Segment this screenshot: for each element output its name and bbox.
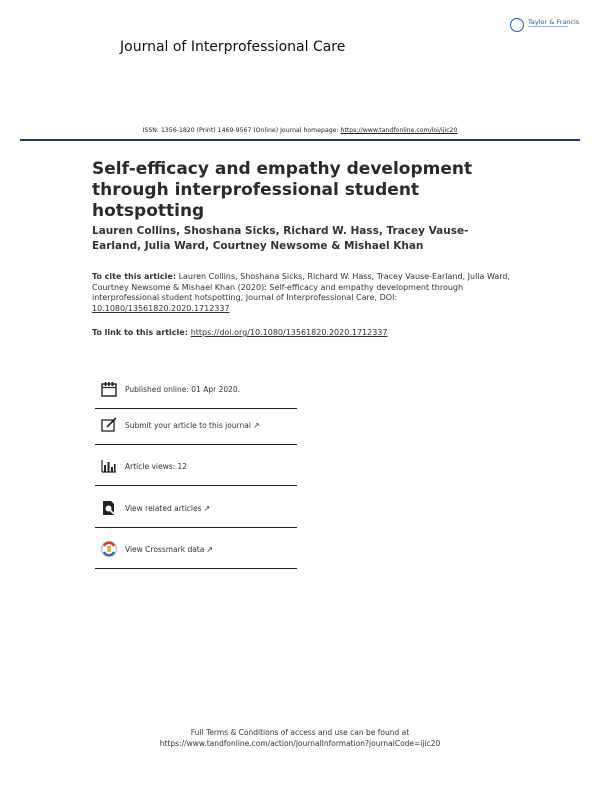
article-title: Self-efficacy and empathy development through interprofessional student hotspotting bbox=[92, 159, 473, 221]
citation-doi-link[interactable]: 10.1080/13561820.2020.1712337 bbox=[92, 303, 230, 313]
footer-terms-text: Full Terms & Conditions of access and use can be found at bbox=[190, 728, 410, 737]
header-rule bbox=[20, 139, 580, 141]
article-doi-url[interactable]: https://doi.org/10.1080/13561820.2020.1712337 bbox=[190, 328, 388, 337]
article-views-text: Article views: 12 bbox=[125, 462, 188, 471]
journal-name: Journal of Interprofessional Care bbox=[120, 39, 346, 55]
publisher-logo[interactable] bbox=[510, 17, 584, 35]
article-authors: Lauren Collins, Shoshana Sicks, Richard W. Hass, Tracey Vause-Earland, Julia Ward, Courtney Newsome & Mishael Khan bbox=[92, 225, 469, 252]
journal-homepage-link[interactable]: https://www.tandfonline.com/loi/ijic20 bbox=[340, 127, 458, 134]
related-articles-row[interactable] bbox=[95, 491, 297, 528]
published-online-row bbox=[95, 372, 297, 409]
article-link-block bbox=[92, 328, 512, 337]
submit-article-row[interactable] bbox=[95, 408, 297, 445]
bar-chart-icon bbox=[100, 457, 118, 475]
related-articles-link[interactable]: View related articles ↗ bbox=[125, 504, 211, 513]
citation-text: Lauren Collins, Shoshana Sicks, Richard W. Hass, Tracey Vause-Earland, Julia Ward, Courtney Newsome & Mishael Khan (2020): Self-efficacy and empathy development through interprofessional student hotspotting, Journal of Interprofessional Care, DOI: bbox=[92, 272, 511, 302]
crossmark-row[interactable] bbox=[95, 532, 297, 569]
calendar-icon bbox=[100, 380, 118, 398]
crossmark-icon bbox=[100, 540, 118, 558]
external-link-icon: ↗ bbox=[203, 504, 211, 513]
citation-block bbox=[92, 272, 512, 314]
issn-line bbox=[0, 127, 600, 134]
published-online-text: Published online: 01 Apr 2020. bbox=[125, 385, 241, 394]
article-views-row bbox=[95, 449, 297, 486]
issn-text: ISSN: 1356-1820 (Print) 1469-9567 (Online) Journal homepage: bbox=[142, 127, 341, 134]
publisher-logo-text: Taylor & Francis bbox=[528, 18, 580, 26]
external-link-icon: ↗ bbox=[252, 421, 260, 430]
logo-circle-icon bbox=[510, 18, 524, 32]
link-label: To link to this article: bbox=[92, 328, 191, 337]
crossmark-link[interactable]: View Crossmark data ↗ bbox=[125, 545, 214, 554]
citation-label: To cite this article: bbox=[92, 272, 177, 281]
footer bbox=[0, 727, 600, 749]
search-icon bbox=[100, 499, 118, 517]
logo-underline bbox=[528, 26, 568, 27]
submit-article-link[interactable]: Submit your article to this journal ↗ bbox=[125, 421, 260, 430]
footer-journal-info-link[interactable]: https://www.tandfonline.com/action/journalInformation?journalCode=ijic20 bbox=[159, 739, 441, 748]
edit-icon bbox=[100, 416, 118, 434]
external-link-icon: ↗ bbox=[206, 545, 214, 554]
